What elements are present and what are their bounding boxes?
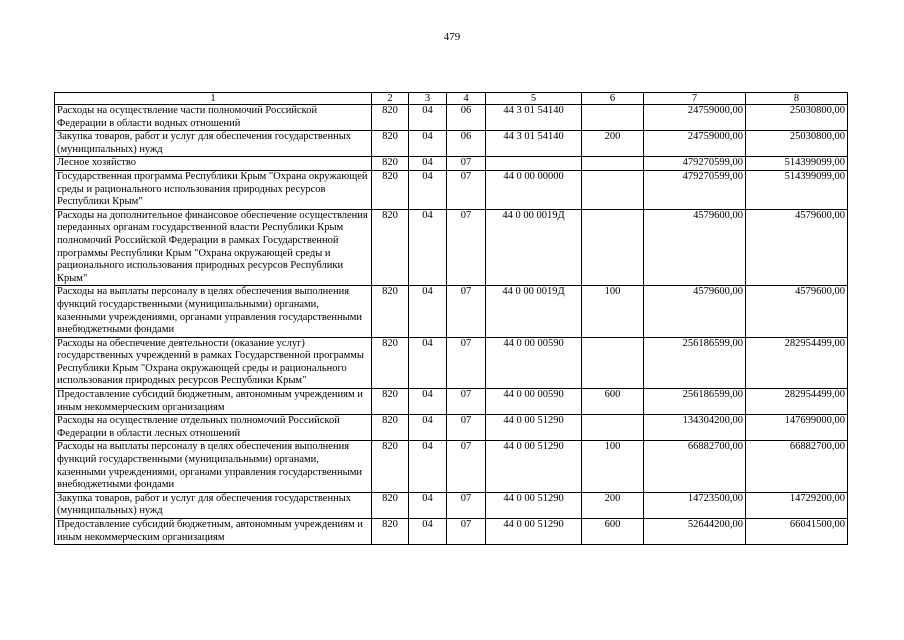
expense-name-cell: Расходы на выплаты персоналу в целях обеспечения выполнения функций государственными (муниципальными) органами, казенными учреждениями, органами управления государственными внебюджетными фондами (55, 441, 372, 492)
expense-name-cell: Расходы на выплаты персоналу в целях обеспечения выполнения функций государственными (муниципальными) органами, казенными учреждениями, органами управления государственными внебюджетными фондами (55, 286, 372, 337)
amount-year1-cell: 479270599,00 (644, 170, 746, 209)
amount-year1-cell: 24759000,00 (644, 131, 746, 157)
table-row (55, 415, 848, 441)
amount-year2-cell: 25030800,00 (746, 105, 848, 131)
expense-type-cell: 600 (582, 519, 644, 545)
subsection-code-cell: 07 (447, 492, 486, 518)
subsection-code-cell: 07 (447, 441, 486, 492)
section-code-cell: 04 (409, 492, 447, 518)
expense-type-cell: 100 (582, 441, 644, 492)
subsection-code-cell: 07 (447, 209, 486, 286)
target-article-cell: 44 0 00 00590 (486, 337, 582, 388)
column-header: 7 (644, 93, 746, 105)
target-article-cell: 44 0 00 0019Д (486, 286, 582, 337)
section-code-cell: 04 (409, 105, 447, 131)
amount-year1-cell: 4579600,00 (644, 286, 746, 337)
target-article-cell: 44 3 01 54140 (486, 131, 582, 157)
amount-year1-cell: 66882700,00 (644, 441, 746, 492)
amount-year1-cell: 256186599,00 (644, 389, 746, 415)
column-header: 1 (55, 93, 372, 105)
ministry-code-cell: 820 (372, 441, 409, 492)
expense-type-cell (582, 415, 644, 441)
target-article-cell: 44 3 01 54140 (486, 105, 582, 131)
ministry-code-cell: 820 (372, 492, 409, 518)
amount-year1-cell: 479270599,00 (644, 157, 746, 171)
ministry-code-cell: 820 (372, 209, 409, 286)
table-row (55, 389, 848, 415)
expense-type-cell: 200 (582, 492, 644, 518)
subsection-code-cell: 07 (447, 337, 486, 388)
subsection-code-cell: 07 (447, 157, 486, 171)
expense-name-cell: Закупка товаров, работ и услуг для обеспечения государственных (муниципальных) нужд (55, 492, 372, 518)
amount-year2-cell: 282954499,00 (746, 337, 848, 388)
subsection-code-cell: 07 (447, 170, 486, 209)
expense-type-cell: 100 (582, 286, 644, 337)
target-article-cell: 44 0 00 0019Д (486, 209, 582, 286)
target-article-cell: 44 0 00 00590 (486, 389, 582, 415)
amount-year2-cell: 514399099,00 (746, 170, 848, 209)
section-code-cell: 04 (409, 209, 447, 286)
table-row (55, 105, 848, 131)
expense-type-cell (582, 337, 644, 388)
column-header: 5 (486, 93, 582, 105)
table-row (55, 157, 848, 171)
subsection-code-cell: 07 (447, 286, 486, 337)
section-code-cell: 04 (409, 441, 447, 492)
table-row (55, 441, 848, 492)
amount-year1-cell: 256186599,00 (644, 337, 746, 388)
expense-type-cell: 600 (582, 389, 644, 415)
expense-name-cell: Расходы на осуществление части полномочий Российской Федерации в области водных отношений (55, 105, 372, 131)
section-code-cell: 04 (409, 286, 447, 337)
amount-year2-cell: 14729200,00 (746, 492, 848, 518)
subsection-code-cell: 07 (447, 389, 486, 415)
expense-name-cell: Расходы на обеспечение деятельности (оказание услуг) государственных учреждений в рамках Государственной программы Республики Крым "Охрана окружающей среды и рационального использования природных ресурсов Республики Крым" (55, 337, 372, 388)
column-header: 8 (746, 93, 848, 105)
subsection-code-cell: 06 (447, 105, 486, 131)
section-code-cell: 04 (409, 519, 447, 545)
column-header: 6 (582, 93, 644, 105)
ministry-code-cell: 820 (372, 170, 409, 209)
amount-year2-cell: 147699000,00 (746, 415, 848, 441)
amount-year1-cell: 14723500,00 (644, 492, 746, 518)
expense-name-cell: Закупка товаров, работ и услуг для обеспечения государственных (муниципальных) нужд (55, 131, 372, 157)
table-row (55, 170, 848, 209)
expense-name-cell: Лесное хозяйство (55, 157, 372, 171)
target-article-cell: 44 0 00 00000 (486, 170, 582, 209)
amount-year2-cell: 66041500,00 (746, 519, 848, 545)
ministry-code-cell: 820 (372, 519, 409, 545)
column-header: 2 (372, 93, 409, 105)
section-code-cell: 04 (409, 337, 447, 388)
subsection-code-cell: 06 (447, 131, 486, 157)
section-code-cell: 04 (409, 157, 447, 171)
budget-table (54, 92, 848, 545)
expense-name-cell: Государственная программа Республики Крым "Охрана окружающей среды и рационального использования природных ресурсов Республики Крым" (55, 170, 372, 209)
table-row (55, 209, 848, 286)
amount-year1-cell: 52644200,00 (644, 519, 746, 545)
header-row (55, 93, 848, 105)
table-row (55, 131, 848, 157)
table-row (55, 492, 848, 518)
amount-year2-cell: 514399099,00 (746, 157, 848, 171)
expense-name-cell: Расходы на осуществление отдельных полномочий Российской Федерации в области лесных отношений (55, 415, 372, 441)
expense-name-cell: Расходы на дополнительное финансовое обеспечение осуществления переданных органам государственной власти Республики Крым полномочий Российской Федерации в рамках Государственной программы Республики Крым "Охрана окружающей среды и рационального использования природных ресурсов Республики Крым" (55, 209, 372, 286)
ministry-code-cell: 820 (372, 337, 409, 388)
target-article-cell: 44 0 00 51290 (486, 519, 582, 545)
target-article-cell: 44 0 00 51290 (486, 415, 582, 441)
page-number: 479 (443, 31, 461, 43)
table-row (55, 337, 848, 388)
amount-year2-cell: 66882700,00 (746, 441, 848, 492)
amount-year1-cell: 24759000,00 (644, 105, 746, 131)
subsection-code-cell: 07 (447, 519, 486, 545)
expense-type-cell: 200 (582, 131, 644, 157)
expense-name-cell: Предоставление субсидий бюджетным, автономным учреждениям и иным некоммерческим организациям (55, 519, 372, 545)
table-row (55, 519, 848, 545)
amount-year2-cell: 282954499,00 (746, 389, 848, 415)
subsection-code-cell: 07 (447, 415, 486, 441)
column-header: 3 (409, 93, 447, 105)
target-article-cell (486, 157, 582, 171)
section-code-cell: 04 (409, 415, 447, 441)
expense-type-cell (582, 157, 644, 171)
ministry-code-cell: 820 (372, 286, 409, 337)
amount-year2-cell: 4579600,00 (746, 209, 848, 286)
table-body (55, 105, 848, 545)
target-article-cell: 44 0 00 51290 (486, 441, 582, 492)
expense-name-cell: Предоставление субсидий бюджетным, автономным учреждениям и иным некоммерческим организациям (55, 389, 372, 415)
table-row (55, 286, 848, 337)
amount-year1-cell: 134304200,00 (644, 415, 746, 441)
section-code-cell: 04 (409, 389, 447, 415)
ministry-code-cell: 820 (372, 157, 409, 171)
ministry-code-cell: 820 (372, 105, 409, 131)
ministry-code-cell: 820 (372, 131, 409, 157)
ministry-code-cell: 820 (372, 415, 409, 441)
expense-type-cell (582, 209, 644, 286)
expense-type-cell (582, 170, 644, 209)
amount-year1-cell: 4579600,00 (644, 209, 746, 286)
amount-year2-cell: 25030800,00 (746, 131, 848, 157)
section-code-cell: 04 (409, 131, 447, 157)
amount-year2-cell: 4579600,00 (746, 286, 848, 337)
expense-type-cell (582, 105, 644, 131)
column-header: 4 (447, 93, 486, 105)
section-code-cell: 04 (409, 170, 447, 209)
ministry-code-cell: 820 (372, 389, 409, 415)
target-article-cell: 44 0 00 51290 (486, 492, 582, 518)
